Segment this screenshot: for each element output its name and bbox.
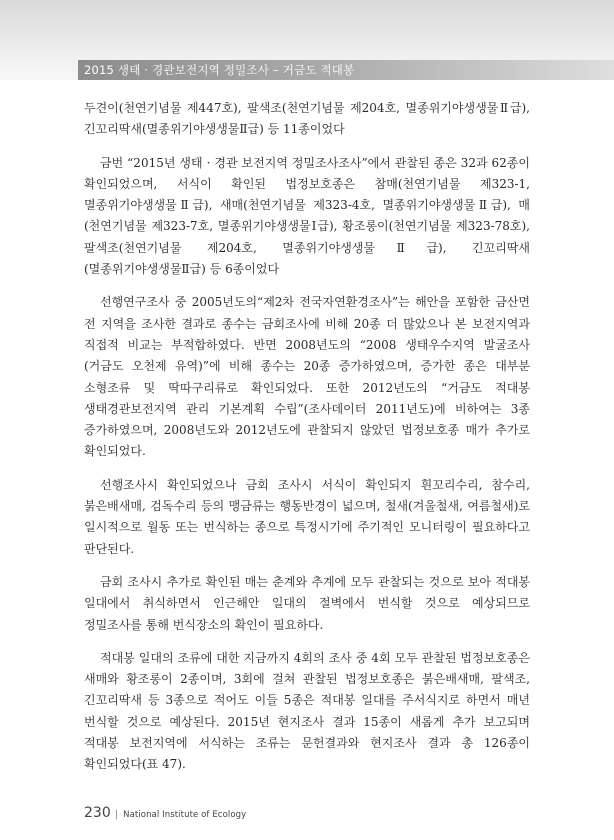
- page-number: 230: [84, 805, 111, 821]
- paragraph-falcon-breeding: 금회 조사시 추가로 확인된 매는 춘계와 추계에 모두 관찰되는 것으로 보아 적대봉 일대에서 취식하면서 인근해안 일대의 절벽에서 번식할 것으로 예상되므로 정밀조사를 통해 번식장소의 확인이 필요하다.: [84, 574, 530, 632]
- footer-organization: National Institute of Ecology: [123, 810, 247, 820]
- paragraph-summary: 적대봉 일대의 조류에 대한 지금까지 4회의 조사 중 4회 모두 관찰된 법정보호종은 새매와 황조롱이 2종이며, 3회에 걸쳐 관찰된 법정보호종은 붉은배새매, 팔색조, 긴꼬리딱새 등 3종으로 적어도 이들 5종은 적대봉 일대를 주서식지로 하면서 매년 번식할 것으로 예상된다. 2015년 현지조사 결과 15종이 새롭게 추가 보고되며 적대봉 보전지역에 서식하는 조류는 문헌결과와 현지조사 결과 총 126종이 확인되었다(표 47).: [84, 650, 530, 772]
- page-footer: [84, 802, 246, 821]
- paragraph-previous-studies: 선행연구조사 중 2005년도의“제2차 전국자연환경조사”는 해안을 포함한 금산면 전 지역을 조사한 결과로 종수는 금회조사에 비해 20종 더 많았으나 본 보전지역과 직접적 비교는 부적합하였다. 반면 2008년도의 “2008 생태우수지역 발굴조사(거금도 오천제 유역)”에 비해 종수는 20종 증가하였으며, 증가한 종은 대부분 소형조류 및 딱따구리류로 확인되었다. 또한 2012년도의 “거금도 적대봉 생태경관보전지역 관리 기본계획 수립”(조사데이터 2011년도)에 비하여는 3종 증가하였으며, 2008년도와 2012년도에 관찰되지 않았던 법정보호종 매가 추가로 확인되었다.: [84, 295, 530, 459]
- footer-separator: |: [114, 809, 119, 820]
- paragraph-continuation: 두견이(천연기념물 제447호), 팔색조(천연기념물 제204호, 멸종위기야생생물Ⅱ급), 긴꼬리딱새(멸종위기야생생물Ⅱ급) 등 11종이었다: [84, 101, 530, 137]
- running-header-title: 2015 생태 · 경관보전지역 정밀조사 – 거금도 적대봉: [84, 63, 355, 77]
- main-body-text: [84, 98, 530, 788]
- paragraph-current-survey: 금번 “2015년 생태 · 경관 보전지역 정밀조사조사”에서 관찰된 종은 32과 62종이 확인되었으며, 서식이 확인된 법정보호종은 참매(천연기념물 제323-1, 멸종위기야생생물Ⅱ급), 새매(천연기념물 제323-4호, 멸종위기야생생물Ⅱ급), 매(천연기념물 제323-7호, 멸종위기야생생물Ⅰ급), 황조롱이(천연기념물 제323-78호), 팔색조(천연기념물 제204호, 멸종위기야생생물Ⅱ급), 긴꼬리딱새(멸종위기야생생물Ⅱ급) 등 6종이었다: [84, 155, 530, 277]
- paragraph-raptors: 선행조사시 확인되었으나 금회 조사시 서식이 확인되지 흰꼬리수리, 참수리, 붉은배새매, 검독수리 등의 맹금류는 행동반경이 넓으며, 철새(겨울철새, 여름철새)로 일시적으로 월동 또는 번식하는 종으로 특정시기에 주기적인 모니터링이 필요하다고 판단된다.: [84, 477, 530, 556]
